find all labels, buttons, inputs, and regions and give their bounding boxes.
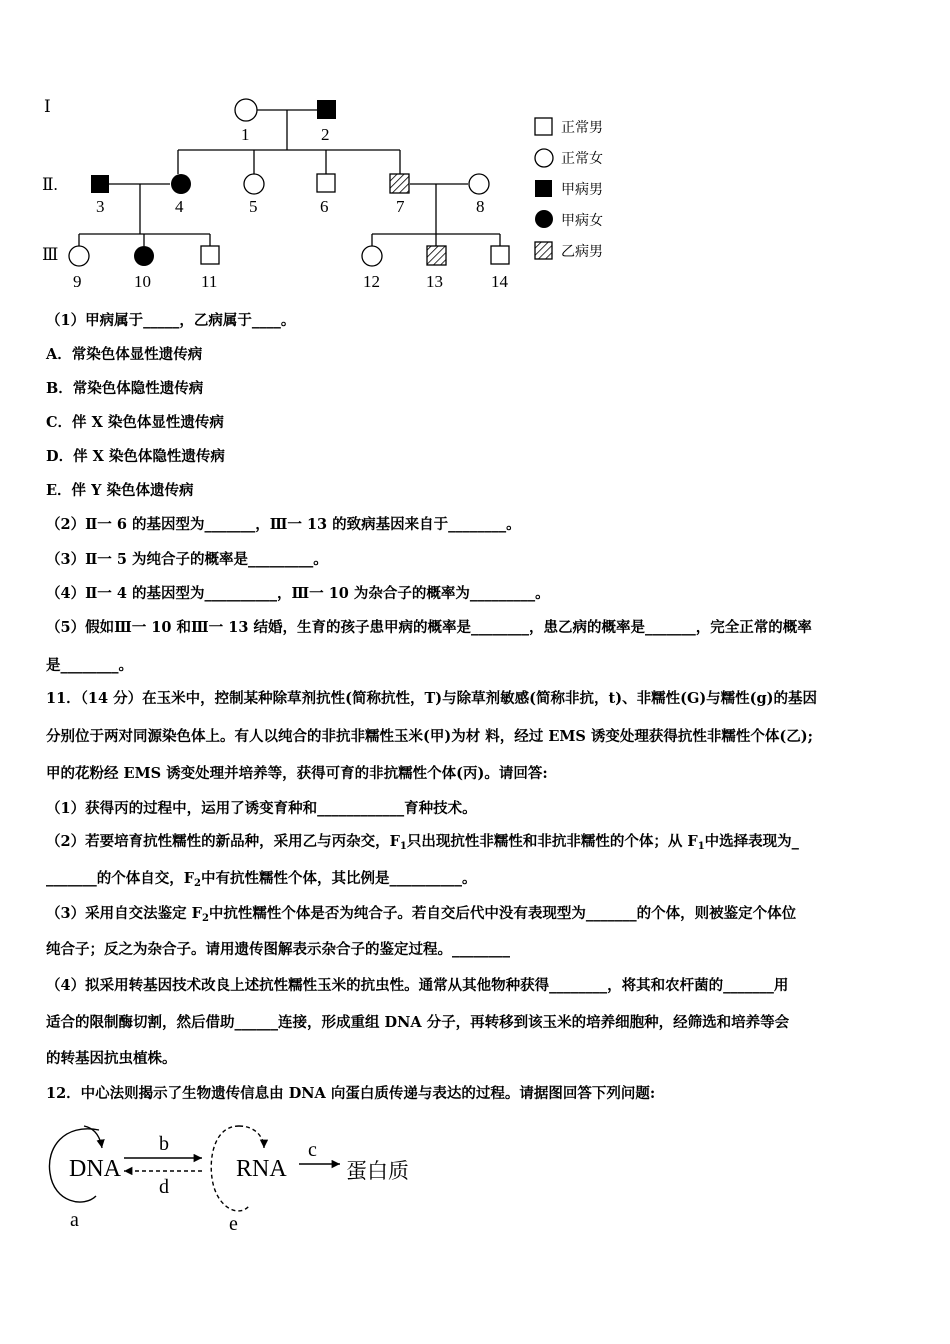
q10-part4: （4）Ⅱ一 4 的基因型为__________，Ⅲ一 10 为杂合子的概率为_________。 (46, 585, 550, 602)
q11-part4-line2: 适合的限制酶切割，然后借助______连接，形成重组 DNA 分子，再转移到该玉米的培养细胞种，经筛选和培养等会 (46, 1014, 790, 1031)
q11-part3-text-b: 中抗性糯性个体是否为纯合子。若自交后代中没有表现型为_______的个体，则被鉴定个体位 (208, 905, 797, 922)
q11-part2-line2 (46, 869, 477, 889)
label-rna: RNA (236, 1156, 287, 1182)
q10-option-d: D．伴 X 染色体隐性遗传病 (46, 448, 225, 465)
individual-3-affected-male-a (91, 175, 109, 193)
q11-part3-text-a: （3）采用自交法鉴定 F (46, 905, 202, 922)
q11-stem-line2: 分别位于两对同源染色体上。有人以纯合的非抗非糯性玉米(甲)为材 料，经过 EMS 诱变处理获得抗性非糯性个体(乙); (46, 728, 814, 745)
legend-affected-male-a-icon (535, 180, 552, 197)
pedigree-legend (535, 118, 603, 260)
individual-number: 2 (321, 125, 330, 144)
q10-part5-line2: 是________。 (46, 657, 133, 674)
individual-number: 5 (249, 197, 258, 216)
q10-option-c: C．伴 X 染色体显性遗传病 (46, 414, 224, 431)
pedigree-diagram (30, 88, 630, 298)
q10-option-a: A．常染色体显性遗传病 (46, 346, 203, 363)
q10-part2: （2）Ⅱ一 6 的基因型为_______，Ⅲ一 13 的致病基因来自于________。 (46, 516, 521, 533)
individual-4-affected-female-a (171, 174, 191, 194)
legend-label: 正常女 (561, 151, 603, 167)
generation-label-2: Ⅱ. (42, 175, 58, 194)
individual-2-affected-male-a (317, 100, 336, 119)
q11-part2-text-e: 中有抗性糯性个体，其比例是__________。 (201, 870, 477, 887)
q11-part4-line3: 的转基因抗虫植株。 (46, 1050, 177, 1067)
individual-13-affected-male-b (427, 246, 446, 265)
label-d: d (159, 1176, 169, 1198)
subscript: 1 (399, 841, 407, 852)
individual-10-affected-female-a (134, 246, 154, 266)
individual-11-normal-male (201, 246, 219, 264)
q10-part3: （3）Ⅱ一 5 为纯合子的概率是_________。 (46, 551, 328, 568)
label-protein: 蛋白质 (346, 1159, 409, 1183)
q11-part2-text-d: _______的个体自交，F (46, 870, 195, 887)
q11-part3-line1 (46, 904, 796, 924)
individual-number: 7 (396, 197, 405, 216)
legend-affected-male-b-icon (535, 242, 552, 259)
label-a: a (70, 1209, 79, 1231)
legend-label: 甲病男 (561, 182, 603, 198)
q11-stem-line3: 甲的花粉经 EMS 诱变处理并培养等，获得可育的非抗糯性个体(丙)。请回答: (46, 765, 548, 782)
label-e: e (229, 1213, 238, 1233)
individual-number: 10 (134, 272, 151, 291)
label-b: b (159, 1133, 169, 1155)
arrow-e-head (239, 1126, 264, 1148)
individual-5-normal-female (244, 174, 264, 194)
individual-12-normal-female (362, 246, 382, 266)
generation-label-1: Ⅰ (44, 97, 51, 116)
generation-label-3: Ⅲ (42, 245, 59, 264)
q11-part2-text-a: （2）若要培育抗性糯性的新品种，采用乙与丙杂交，F (46, 833, 400, 850)
individual-8-normal-female (469, 174, 489, 194)
label-dna: DNA (69, 1156, 121, 1182)
q11-part2-line1 (46, 832, 799, 852)
q10-option-b: B．常染色体隐性遗传病 (46, 380, 204, 397)
individual-number: 13 (426, 272, 443, 291)
q11-stem-line1: 11．（14 分）在玉米中，控制某种除草剂抗性(简称抗性，T)与除草剂敏感(简称非抗，t)、非糯性(G)与糯性(g)的基因 (46, 690, 818, 707)
legend-normal-female-icon (535, 149, 553, 167)
individual-number: 12 (363, 272, 380, 291)
legend-label: 乙病男 (561, 244, 603, 260)
individual-7-affected-male-b (390, 174, 409, 193)
q10-part5-line1: （5）假如Ⅲ一 10 和Ⅲ一 13 结婚，生育的孩子患甲病的概率是________，患乙病的概率是_______，完全正常的概率 (46, 619, 812, 636)
legend-normal-male-icon (535, 118, 552, 135)
q12-stem: 12．中心法则揭示了生物遗传信息由 DNA 向蛋白质传递与表达的过程。请据图回答下列问题: (46, 1085, 656, 1102)
legend-label: 甲病女 (561, 213, 603, 229)
subscript: 2 (194, 878, 202, 889)
individual-9-normal-female (69, 246, 89, 266)
individual-1-normal-female (235, 99, 257, 121)
legend-label: 正常男 (561, 120, 603, 136)
subscript: 1 (697, 841, 705, 852)
q11-part2-text-c: 中选择表现为_ (704, 833, 799, 850)
q11-part4-line1: （4）拟采用转基因技术改良上述抗性糯性玉米的抗虫性。通常从其他物种获得________，将其和农杆菌的_______用 (46, 977, 789, 994)
individual-number: 3 (96, 197, 105, 216)
q11-part3-line2: 纯合子；反之为杂合子。请用遗传图解表示杂合子的鉴定过程。________ (46, 941, 510, 958)
individual-number: 1 (241, 125, 250, 144)
legend-affected-female-a-icon (535, 210, 553, 228)
individual-number: 6 (320, 197, 329, 216)
q11-part1: （1）获得丙的过程中，运用了诱变育种和____________育种技术。 (46, 800, 477, 817)
individual-number: 8 (476, 197, 485, 216)
individual-number: 14 (491, 272, 508, 291)
q10-part1: （1）甲病属于_____，乙病属于____。 (46, 312, 296, 329)
label-c: c (308, 1139, 317, 1161)
subscript: 2 (201, 913, 209, 924)
central-dogma-diagram (44, 1118, 444, 1233)
individual-number: 11 (201, 272, 218, 291)
individual-14-normal-male (491, 246, 509, 264)
q10-option-e: E．伴 Y 染色体遗传病 (46, 482, 194, 499)
individual-number: 4 (175, 197, 184, 216)
individual-number: 9 (73, 272, 82, 291)
individual-6-normal-male (317, 174, 335, 192)
q11-part2-text-b: 只出现抗性非糯性和非抗非糯性的个体；从 F (406, 833, 698, 850)
